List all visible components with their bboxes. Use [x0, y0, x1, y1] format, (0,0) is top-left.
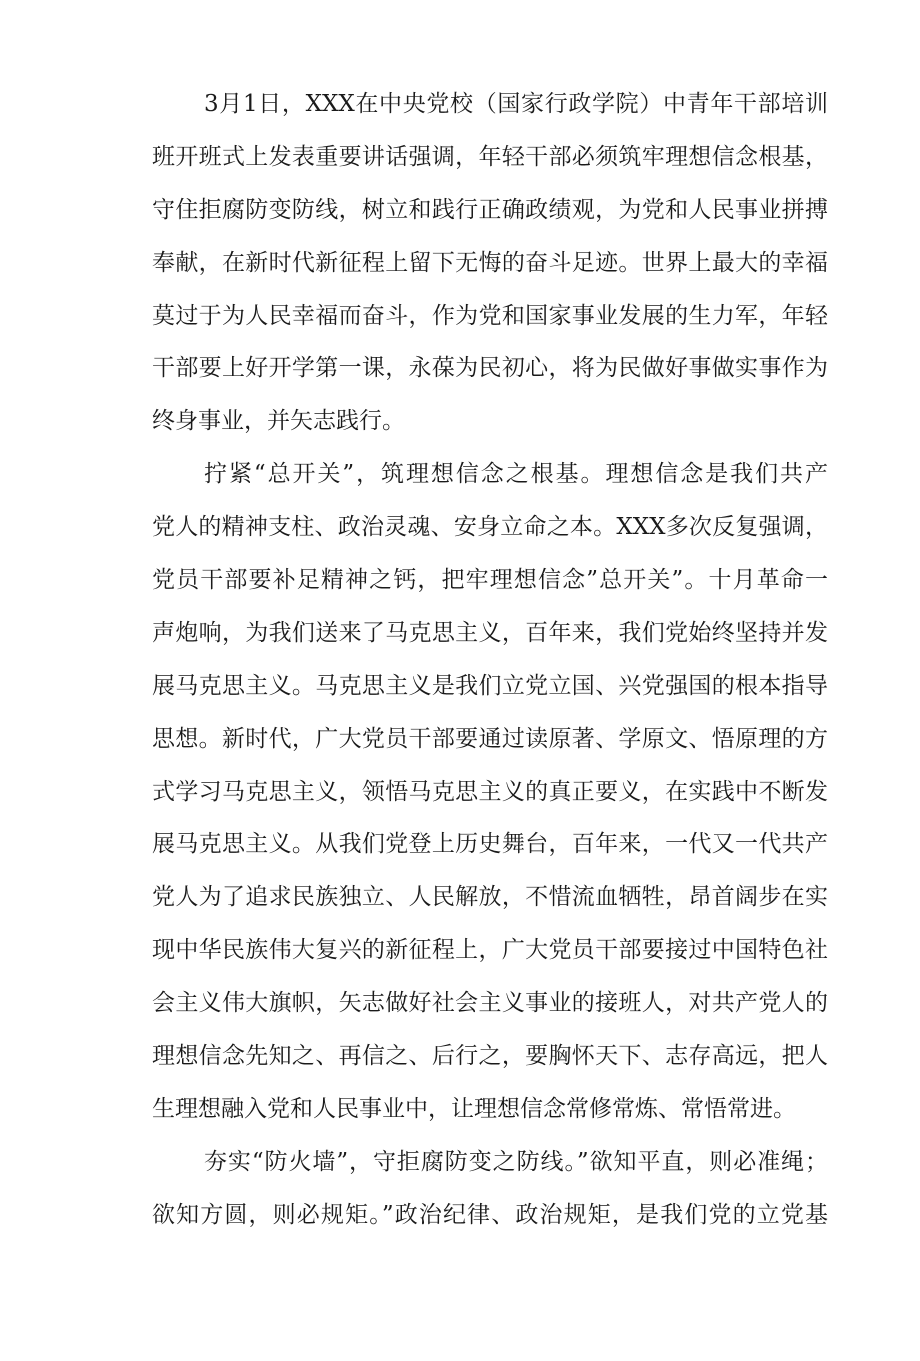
text-line: 现中华民族伟大复兴的新征程上，广大党员干部要接过中国特色社: [152, 937, 828, 964]
text-line: 式学习马克思主义，领悟马克思主义的真正要义，在实践中不断发: [152, 778, 828, 805]
text-line: 拧紧“总开关”，筑理想信念之根基。理想信念是我们共产: [204, 461, 828, 488]
text-line: 欲知方圆，则必规矩。”政治纪律、政治规矩，是我们党的立党基: [152, 1201, 828, 1228]
text-line: 夯实“防火墙”，守拒腐防变之防线。”欲知平直，则必准绳；: [204, 1148, 828, 1175]
text-line: 守住拒腐防变防线，树立和践行正确政绩观，为党和人民事业拼搏: [152, 196, 828, 223]
text-line: 思想。新时代，广大党员干部要通过读原著、学原文、悟原理的方: [152, 725, 828, 752]
text-line: 奉献，在新时代新征程上留下无悔的奋斗足迹。世界上最大的幸福: [152, 249, 828, 276]
text-line: 会主义伟大旗帜，矢志做好社会主义事业的接班人，对共产党人的: [152, 990, 828, 1017]
body-text: [106, 78, 828, 1242]
text-line: 党人的精神支柱、政治灵魂、安身立命之本。XXX多次反复强调，: [152, 514, 828, 541]
text-line: 展马克思主义。马克思主义是我们立党立国、兴党强国的根本指导: [152, 672, 828, 699]
paragraph-3: [106, 1136, 828, 1242]
text-line: 生理想融入党和人民事业中，让理想信念常修常炼、常悟常进。: [152, 1095, 796, 1122]
text-line: 理想信念先知之、再信之、后行之，要胸怀天下、志存高远，把人: [152, 1043, 828, 1070]
text-line: 班开班式上发表重要讲话强调，年轻干部必须筑牢理想信念根基，: [152, 143, 828, 170]
text-line: 3月1日，XXX在中央党校（国家行政学院）中青年干部培训: [204, 91, 828, 117]
text-line: 莫过于为人民幸福而奋斗，作为党和国家事业发展的生力军，年轻: [152, 302, 828, 329]
text-line: 党人为了追求民族独立、人民解放，不惜流血牺牲，昂首阔步在实: [152, 884, 828, 911]
text-line: 展马克思主义。从我们党登上历史舞台，百年来，一代又一代共产: [152, 831, 828, 858]
text-line: 党员干部要补足精神之钙，把牢理想信念”总开关”。十月革命一: [152, 567, 828, 594]
paragraph-2: [106, 448, 828, 1136]
text-line: 干部要上好开学第一课，永葆为民初心，将为民做好事做实事作为: [152, 355, 828, 382]
text-line: 终身事业，并矢志践行。: [152, 408, 405, 435]
text-line: 声炮响，为我们送来了马克思主义，百年来，我们党始终坚持并发: [152, 619, 828, 646]
paragraph-1: [106, 78, 828, 448]
